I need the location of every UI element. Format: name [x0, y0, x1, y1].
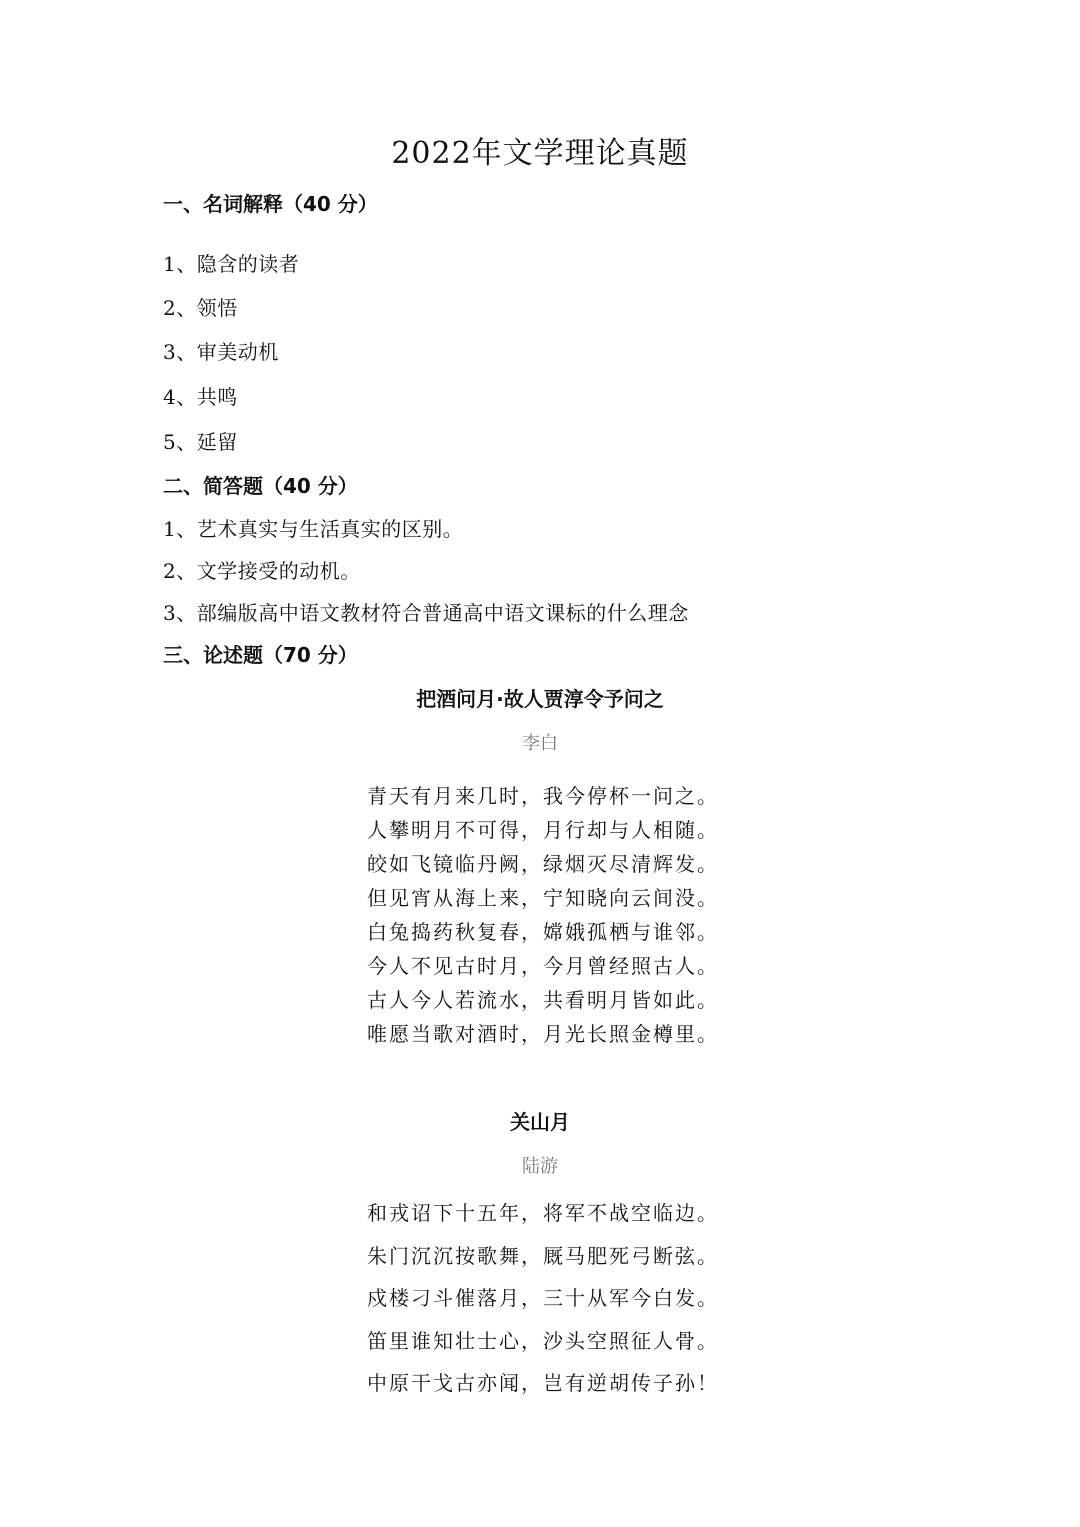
poem1-title: 把酒问月·故人贾淳令予问之 — [416, 687, 664, 711]
poem1-line: 今人不见古时月，今月曾经照古人。 — [367, 954, 719, 978]
poem2-line: 笛里谁知壮士心，沙头空照征人骨。 — [367, 1329, 719, 1353]
poem1-line: 白兔捣药秋复春，嫦娥孤栖与谁邻。 — [367, 920, 719, 944]
poem1-line: 青天有月来几时，我今停杯一问之。 — [367, 784, 719, 808]
poem1-line: 皎如飞镜临丹阙，绿烟灭尽清辉发。 — [367, 852, 719, 876]
section1-heading: 一、名词解释（40 分） — [163, 192, 378, 216]
poem2-line: 和戎诏下十五年，将军不战空临边。 — [367, 1201, 719, 1225]
poem2-line: 戍楼刁斗催落月，三十从军今白发。 — [367, 1286, 719, 1310]
section2-item: 1、艺术真实与生活真实的区别。 — [163, 517, 464, 541]
poem1-line: 但见宵从海上来，宁知晓向云间没。 — [367, 886, 719, 910]
section1-item: 1、隐含的读者 — [163, 252, 300, 276]
section1-item: 5、延留 — [163, 430, 238, 454]
page-title: 2022年文学理论真题 — [391, 136, 689, 171]
section2-item: 3、部编版高中语文教材符合普通高中语文课标的什么理念 — [163, 601, 689, 625]
poem2-line: 朱门沉沉按歌舞，厩马肥死弓断弦。 — [367, 1244, 719, 1268]
section1-item: 3、审美动机 — [163, 340, 279, 364]
poem1-line: 人攀明月不可得，月行却与人相随。 — [367, 818, 719, 842]
poem1-line: 古人今人若流水，共看明月皆如此。 — [367, 988, 719, 1012]
poem2-author: 陆游 — [522, 1156, 558, 1177]
section1-item: 2、领悟 — [163, 296, 238, 320]
poem1-author: 李白 — [522, 733, 558, 754]
section1-item: 4、共鸣 — [163, 385, 238, 409]
poem2-title: 关山月 — [510, 1110, 570, 1134]
section2-heading: 二、简答题（40 分） — [163, 474, 358, 498]
section3-heading: 三、论述题（70 分） — [163, 643, 358, 667]
poem2-line: 中原干戈古亦闻，岂有逆胡传子孙！ — [367, 1371, 719, 1395]
poem1-line: 唯愿当歌对酒时，月光长照金樽里。 — [367, 1022, 719, 1046]
section2-item: 2、文学接受的动机。 — [163, 559, 361, 583]
